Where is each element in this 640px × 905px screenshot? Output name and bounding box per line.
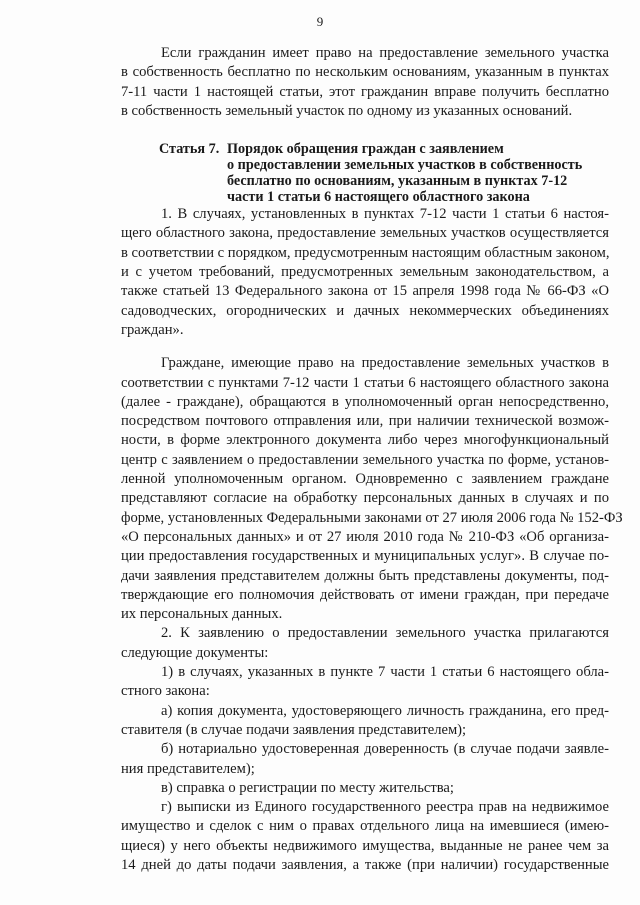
text-line: ния представителем); xyxy=(121,760,255,777)
text-line: в) справка о регистрации по месту жительства; xyxy=(161,779,454,796)
text-line: 7-11 части 1 настоящей статьи, этот гражданин вправе получить бесплатно xyxy=(121,83,609,100)
text-line: г) выписки из Единого государственного реестра прав на недвижимое xyxy=(161,799,609,816)
text-line: ности, в форме электронного документа либо через многофункциональный xyxy=(121,432,609,449)
page-body xyxy=(121,44,623,875)
paragraph-4 xyxy=(121,663,609,702)
text-line: также статьей 13 Федерального закона от 15 апреля 1998 года № 66-ФЗ «О xyxy=(121,283,609,300)
text-line: представляют согласие на обработку персональных данных в случаях и по xyxy=(121,490,609,507)
item-g xyxy=(121,798,609,875)
paragraph-1 xyxy=(121,205,609,340)
text-line: Граждане, имеющие право на предоставление земельных участков в xyxy=(161,355,609,372)
article-label: Статья 7. xyxy=(159,141,220,158)
text-line: имущество и сделок с ним о правах отдельного лица на имевшиеся (имею- xyxy=(121,818,609,835)
text-line: «О персональных данных» и от 27 июля 2010 года № 210-ФЗ «Об организа- xyxy=(121,528,609,545)
text-line: форме, установленных Федеральными законами от 27 июля 2006 года № 152-ФЗ xyxy=(121,509,623,526)
text-line: ции предоставления государственных и муниципальных услуг». В случае по- xyxy=(121,548,609,565)
text-line: центр с заявлением о предоставлении земельного участка по форме, установ- xyxy=(121,451,609,468)
text-line: дачи заявления представителем должны быть представлены документы, под- xyxy=(121,567,609,584)
text-line: б) нотариально удостоверенная доверенность (в случае подачи заявле- xyxy=(161,741,609,758)
article-title-line: бесплатно по основаниям, указанным в пунктах 7-12 xyxy=(227,173,568,190)
text-line: садоводческих, огороднических и дачных некоммерческих объединениях xyxy=(121,302,609,319)
text-line: 1. В случаях, установленных в пунктах 7-12 части 1 статьи 6 настоя- xyxy=(161,206,609,223)
text-line: в соответствии с порядком, предусмотренным настоящим областным законом, xyxy=(121,244,610,261)
text-line: их персональных данных. xyxy=(121,606,283,623)
text-line: и с учетом требований, предусмотренных земельным законодательством, а xyxy=(121,264,609,281)
text-line: тверждающие его полномочия действовать от имени граждан, при передаче xyxy=(121,586,609,603)
text-line: щего областного закона, предоставление земельных участков осуществляется xyxy=(121,225,609,242)
text-line: (далее - граждане), обращаются в уполномоченный орган непосредственно, xyxy=(121,393,609,410)
text-line: Если гражданин имеет право на предоставление земельного участка xyxy=(161,45,609,61)
article-title-line: о предоставлении земельных участков в собственность xyxy=(227,157,583,174)
article-title-line: Порядок обращения граждан с заявлением xyxy=(227,141,504,158)
paragraph-3 xyxy=(121,624,609,663)
text-line: в собственность земельный участок по одному из указанных оснований. xyxy=(121,102,573,119)
text-line: 2. К заявлению о предоставлении земельного участка прилагаются xyxy=(161,625,609,642)
article-title-line: части 1 статьи 6 настоящего областного закона xyxy=(227,189,530,206)
page-number: 9 xyxy=(316,14,324,29)
article-heading xyxy=(121,141,609,205)
text-line: ленной уполномоченным органом. Одновременно с заявлением граждане xyxy=(121,471,609,488)
article-title xyxy=(227,141,609,205)
text-line: следующие документы: xyxy=(121,644,269,661)
text-line: посредством почтового отправления или, при наличии технической возмож- xyxy=(121,413,609,430)
text-line: 1) в случаях, указанных в пункте 7 части 1 статьи 6 настоящего обла- xyxy=(161,664,609,681)
item-b xyxy=(121,740,609,779)
intro-paragraph xyxy=(121,44,609,121)
text-line: ставителя (в случае подачи заявления представителем); xyxy=(121,721,467,738)
item-v xyxy=(121,779,609,798)
text-line: стного закона: xyxy=(121,683,210,700)
text-line: соответствии с пунктами 7-12 части 1 статьи 6 настоящего областного закона xyxy=(121,374,609,391)
text-line: а) копия документа, удостоверяющего личность гражданина, его пред- xyxy=(161,702,609,719)
text-line: граждан». xyxy=(121,321,184,338)
text-line: 14 дней до даты подачи заявления, а также (при наличии) государственные xyxy=(121,856,609,873)
text-line: щиеся) у него объекты недвижимого имущества, выданные не ранее чем за xyxy=(121,837,609,854)
paragraph-2 xyxy=(121,354,623,624)
text-line: в собственность бесплатно по нескольким основаниям, указанным в пунктах xyxy=(121,64,609,81)
item-a xyxy=(121,702,609,741)
